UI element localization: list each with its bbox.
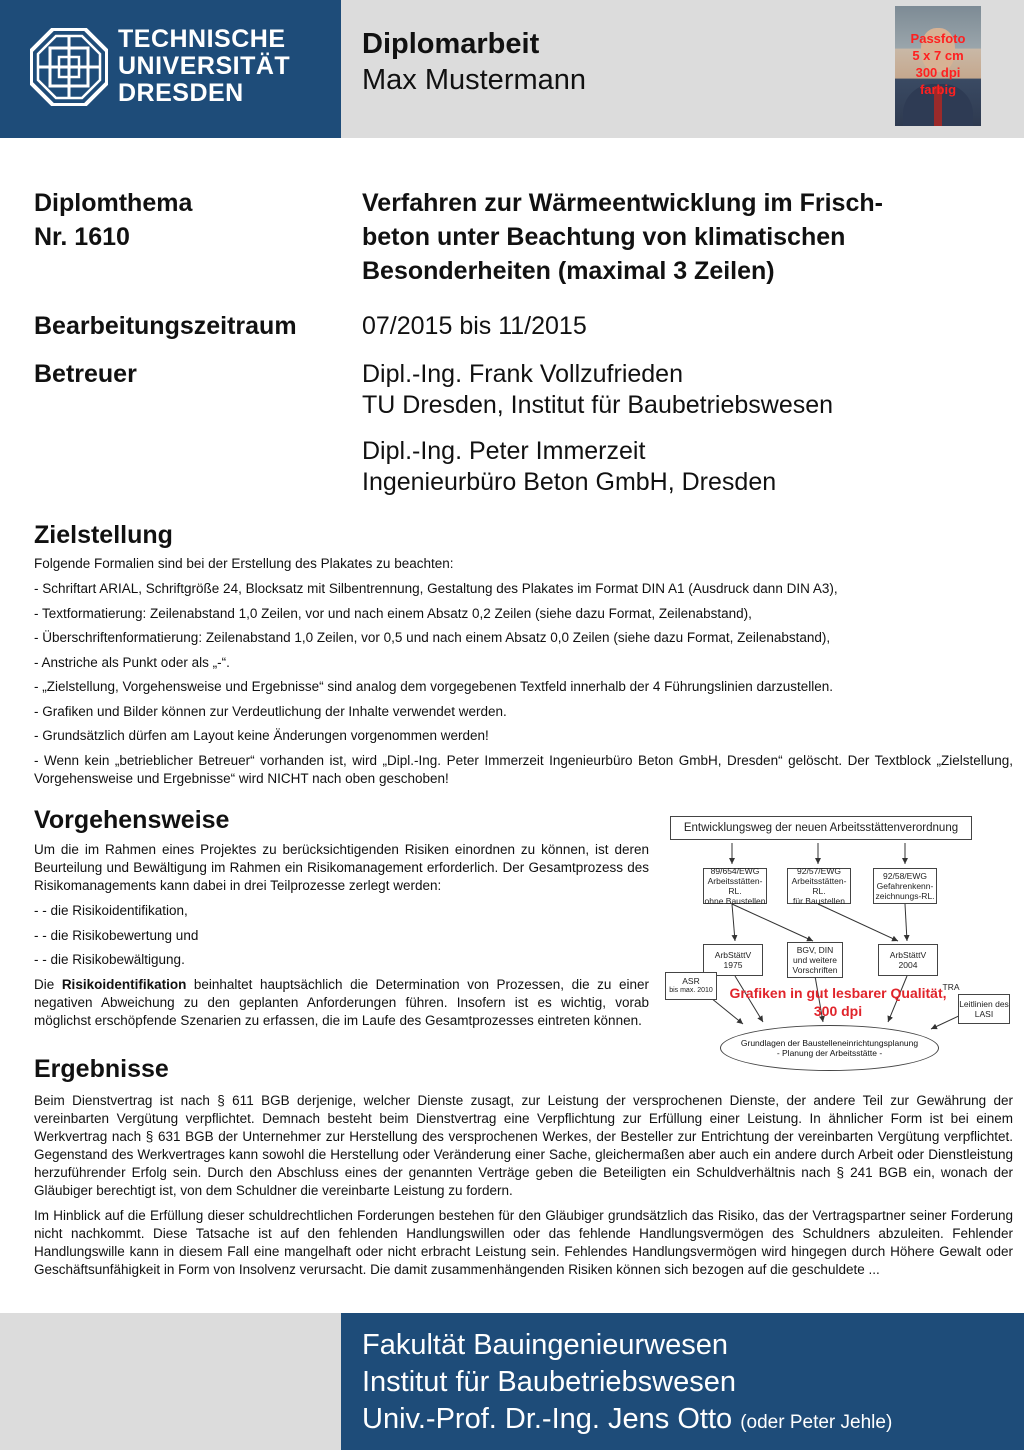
- footer-professor: Univ.-Prof. Dr.-Ing. Jens Otto: [362, 1403, 733, 1435]
- vorgehensweise-paragraph-2: [34, 976, 649, 1030]
- note-line: Grafiken in gut lesbarer Qualität,: [729, 985, 947, 1001]
- supervisor-1: [362, 359, 833, 421]
- diagram-box-92-57: [787, 868, 851, 904]
- diagram-label-tra: TRA: [942, 982, 960, 992]
- ergebnisse-body: [34, 1092, 1013, 1286]
- footer-lines: [362, 1327, 892, 1441]
- vorgehensweise-paragraph: Um die im Rahmen eines Projektes zu berücksichtigenden Risiken einordnen zu können, ist deren Beurteilung und Bewältigung im Rahmen ein Risikomanagement erforderlich. Der Gesamtprozess des Risikomanagements kann dabei in drei Teilprozesse zerlegt werden:: [34, 842, 649, 893]
- period-label: Bearbeitungszeitraum: [34, 312, 297, 340]
- list-item: - Schriftart ARIAL, Schriftgröße 24, Blocksatz mit Silbentrennung, Gestaltung des Plakates im Format DIN A1 (Ausdruck dann DIN A3),: [34, 581, 838, 596]
- supervisor-label: Betreuer: [34, 360, 137, 388]
- box-line: ohne Baustellen: [704, 896, 766, 906]
- para-lead: Die: [34, 976, 55, 992]
- box-line: Arbeitsstätten-RL.: [707, 876, 763, 896]
- box-line: bis max. 2010: [669, 987, 713, 994]
- topic-label: [34, 186, 192, 254]
- university-name: [118, 26, 290, 107]
- box-line: 2004: [898, 960, 918, 970]
- period-value: 07/2015 bis 11/2015: [362, 312, 587, 340]
- box-line: Arbeitsstätten-RL.: [791, 876, 847, 896]
- box-line: 1975: [723, 960, 743, 970]
- box-line: und weitere: [793, 955, 837, 965]
- note-line: 300 dpi: [813, 1003, 863, 1019]
- supervisor-1-name: Dipl.-Ing. Frank Vollzufrieden: [362, 360, 683, 388]
- photo-label-line: Passfoto: [910, 31, 966, 46]
- supervisor-2-affiliation: Ingenieurbüro Beton GmbH, Dresden: [362, 468, 777, 496]
- vorgehensweise-heading: Vorgehensweise: [34, 806, 230, 834]
- diagram-box-89-654: [703, 868, 767, 904]
- diagram-box-arbstaettv-2004: [878, 944, 938, 976]
- list-item: - - die Risikobewältigung.: [34, 952, 185, 967]
- supervisor-2: [362, 436, 776, 498]
- photo-label-line: 5 x 7 cm: [912, 48, 964, 63]
- para-rest: beinhaltet hauptsächlich die Determination von Prozessen, die zu einer negativen Abweichung zu den geplanten Anforderungen führen. Insofern ist es wichtig, vorab möglichst erschöpfende Szenarien zu erfassen, die im Laufe des Gesamtprozesses eintreten können.: [34, 976, 649, 1028]
- footer-gray-panel: [0, 1313, 341, 1450]
- header-title: [362, 26, 586, 98]
- box-line: für Baustellen: [793, 896, 845, 906]
- supervisor-1-affiliation: TU Dresden, Institut für Baubetriebswesen: [362, 391, 834, 419]
- zielstellung-body: [34, 555, 1013, 794]
- logo-line-3: DRESDEN: [118, 79, 244, 107]
- footer-institution-panel: [341, 1313, 1024, 1450]
- box-line: ArbStättV: [714, 950, 752, 960]
- ergebnisse-paragraph-1: Beim Dienstvertrag ist nach § 611 BGB derjenige, welcher Dienste zusagt, zur Leistung der versprochenen Dienste, der andere Teil zur Gewährung der vereinbarten Vergütung verpflichtet. Demnach besteht beim Dienstvertrag eine Verpflichtung zur Erfüllung einer Leistung. In ähnlicher Form ist bei einem Werkvertrag nach § 631 BGB der Unternehmer zur Herstellung des versprochenen Werkes, der Besteller zur Entrichtung der vereinbarten Vergütung verpflichtet. Gegenstand des Werkvertrages kann sowohl die Herstellung oder Veränderung einer Sache, gleichermaßen aber auch ein andere durch Arbeit oder Dienstleistung herzuführender Erfolg sein. Durch den Abschluss eines der genannten Verträge geben die Beteiligten ein Schuldverhältnis nach § 241 BGB ein, wonach der Gläubiger berechtigt ist, von dem Schuldner die vereinbarte Leistung zu fordern.: [34, 1093, 1013, 1198]
- topic-title-line: beton unter Beachtung von klimatischen: [362, 223, 846, 251]
- header-logo-panel: [0, 0, 341, 138]
- box-line: zeichnungs-RL.: [875, 891, 935, 901]
- photo-placeholder-label: [895, 30, 981, 98]
- box-line: 92/58/EWG: [883, 871, 927, 881]
- list-item: - Grundsätzlich dürfen am Layout keine Änderungen vorgenommen werden!: [34, 728, 489, 743]
- zielstellung-list: [34, 580, 1013, 788]
- box-line: ArbStättV: [889, 950, 927, 960]
- photo-label-line: 300 dpi: [915, 65, 961, 80]
- ellipse-line: Grundlagen der Baustelleneinrichtungsplanung: [740, 1038, 919, 1048]
- zielstellung-intro: Folgende Formalien sind bei der Erstellung des Plakates zu beachten:: [34, 556, 454, 571]
- list-item: - Wenn kein „betrieblicher Betreuer“ vorhanden ist, wird „Dipl.-Ing. Peter Immerzeit Ingenieurbüro Beton GmbH, Dresden“ gelöscht. Der Textblock „Zielstellung, Vorgehensweise und Ergebnisse“ wird NICHT nach oben geschoben!: [34, 752, 1013, 786]
- diagram-box-92-58: [873, 868, 937, 904]
- photo-label-line: farbig: [919, 82, 957, 97]
- box-line: 92/57/EWG: [797, 866, 841, 876]
- vorgehensweise-body: [34, 841, 649, 1037]
- list-item: - Grafiken und Bilder können zur Verdeutlichung der Inhalte verwendet werden.: [34, 703, 507, 719]
- logo-line-2: UNIVERSITÄT: [118, 52, 291, 80]
- topic-title-line: Besonderheiten (maximal 3 Zeilen): [362, 257, 775, 285]
- ellipse-line: - Planung der Arbeitsstätte -: [776, 1048, 883, 1058]
- para-bold-term: Risikoidentifikation: [61, 976, 187, 992]
- footer-professor-alt: (oder Peter Jehle): [740, 1412, 893, 1433]
- tu-dresden-logo-icon: [30, 28, 108, 106]
- list-item: - - die Risikobewertung und: [34, 927, 199, 943]
- box-line: Leitlinien des: [959, 999, 1009, 1009]
- box-line: Vorschriften: [792, 965, 838, 975]
- document-type: Diplomarbeit: [362, 28, 540, 60]
- diagram-box-bgv-din: [787, 942, 843, 978]
- development-diagram: [663, 814, 1013, 1074]
- ergebnisse-heading: Ergebnisse: [34, 1055, 169, 1083]
- list-item: - Überschriftenformatierung: Zeilenabstand 1,0 Zeilen, vor 0,5 und nach einem Absatz 0,0 Zeilen (siehe dazu Format, Zeilenabstand),: [34, 630, 831, 645]
- topic-label-line: Diplomthema: [34, 189, 193, 217]
- topic-title: [362, 186, 883, 288]
- list-item: - „Zielstellung, Vorgehensweise und Ergebnisse“ sind analog dem vorgegebenen Textfeld innerhalb der 4 Führungslinien darzustellen.: [34, 679, 833, 694]
- passport-photo: [895, 6, 981, 126]
- footer-institute: Institut für Baubetriebswesen: [362, 1366, 736, 1398]
- diagram-quality-note: [703, 984, 973, 1020]
- box-line: 89/654/EWG: [710, 866, 760, 876]
- logo-line-1: TECHNISCHE: [118, 25, 286, 53]
- box-line: LASI: [974, 1009, 994, 1019]
- diagram-base-ellipse: [720, 1025, 939, 1071]
- list-item: - Anstriche als Punkt oder als „-“.: [34, 654, 230, 670]
- diagram-title: Entwicklungsweg der neuen Arbeitsstättenverordnung: [670, 816, 972, 840]
- vorgehensweise-list: [34, 902, 649, 969]
- list-item: - - die Risikoidentifikation,: [34, 903, 188, 918]
- supervisor-2-name: Dipl.-Ing. Peter Immerzeit: [362, 437, 646, 465]
- ergebnisse-paragraph-2: Im Hinblick auf die Erfüllung dieser schuldrechtlichen Forderungen bestehen für den Gläubiger grundsätzlich das Risiko, das der Vertragspartner seiner Forderung nicht nachkommt. Diese Tatsache ist auf den fehlenden Handlungswillen oder das fehlende Handlungsvermögen des Schuldners abzuleiten. Fehlender Handlungswille kann in diesem Fall eine mangelhaft oder nicht erbracht Leistung sein. Fehlendes Handlungsvermögen wird hingegen durch Höhere Gewalt oder Geschäftsunfähigkeit in Form von Insolvenz verursacht. Die damit zusammenhängenden Risiken können sich bezogen auf die geschuldete ...: [34, 1208, 1013, 1277]
- footer-professor-line: [362, 1401, 892, 1441]
- topic-number: Nr. 1610: [34, 223, 130, 251]
- topic-title-line: Verfahren zur Wärmeentwicklung im Frisch-: [362, 189, 883, 217]
- box-line: ASR: [682, 976, 700, 986]
- author-name: Max Mustermann: [362, 64, 587, 96]
- footer-faculty: Fakultät Bauingenieurwesen: [362, 1329, 728, 1361]
- list-item: - Textformatierung: Zeilenabstand 1,0 Zeilen, vor und nach einem Absatz 0,2 Zeilen (siehe dazu Format, Zeilenabstand),: [34, 605, 752, 621]
- box-line: Gefahrenkenn-: [876, 881, 934, 891]
- zielstellung-heading: Zielstellung: [34, 521, 173, 549]
- box-line: BGV, DIN: [796, 945, 834, 955]
